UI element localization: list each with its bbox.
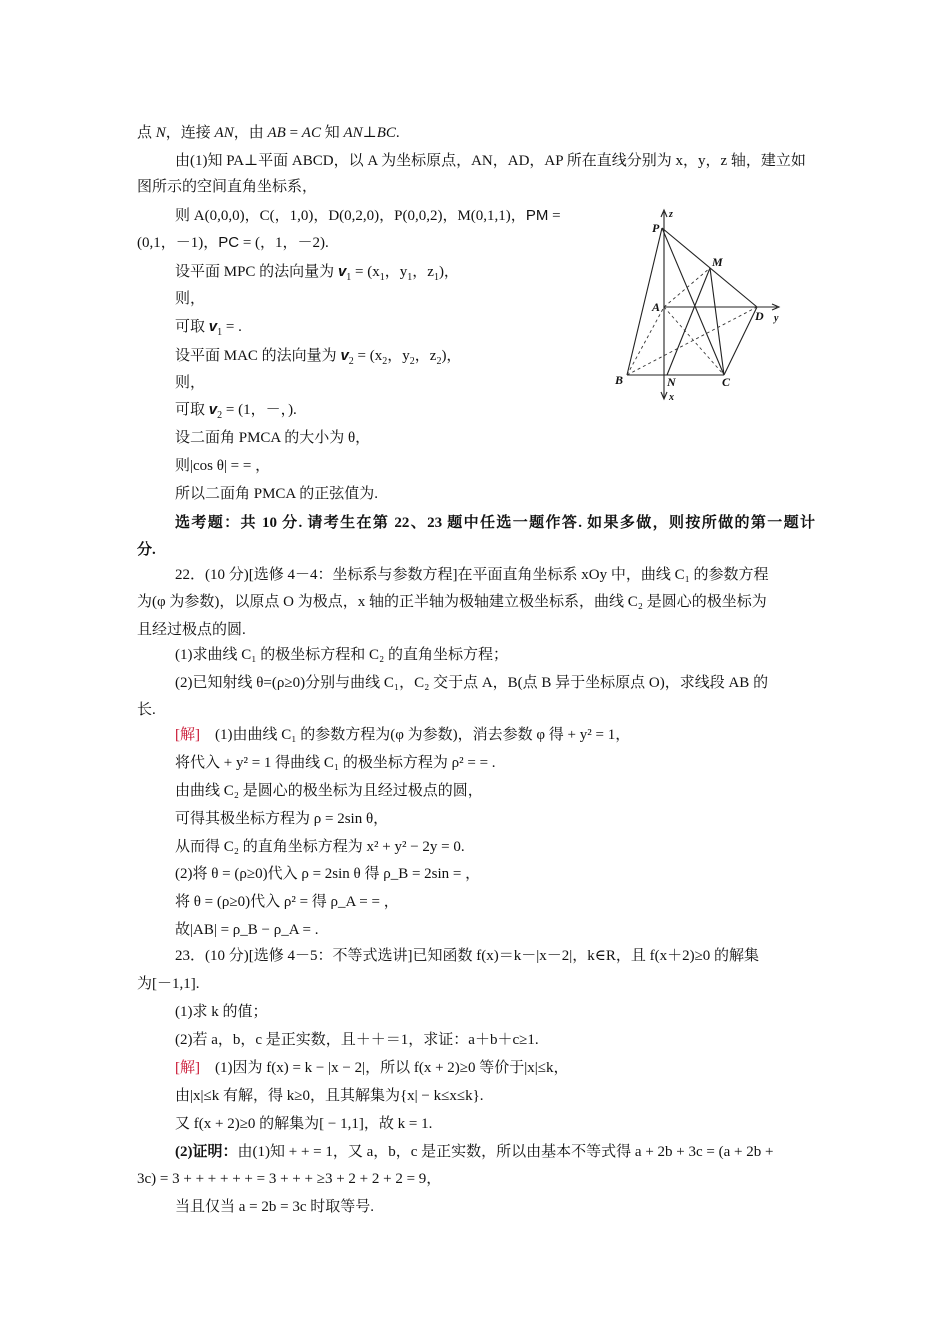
solution-23-line-3: 又 f(x + 2)≥0 的解集为[ − 1,1]，故 k = 1. [175,1116,433,1132]
edge-BD [627,307,757,375]
solution-label: [解] [175,1060,200,1076]
solution-22-line-1: [解] (1)由曲线 C₁ 的参数方程为(φ 为参数)，消去参数 φ 得 + y² = 1， [175,727,631,743]
text-line-3: 图所示的空间直角坐标系， [137,179,318,195]
solution-22-line-8: 故|AB| = ρ_B − ρ_A = . [175,922,319,938]
solution-22-line-2: 将代入 + y² = 1 得曲线 C₁ 的极坐标方程为 ρ² = = . [175,755,496,771]
text-line-14: 所以二面角 PMCA 的正弦值为. [175,486,378,502]
edge-AC [664,307,724,375]
problem-22-line-2: 为(φ 为参数)，以原点 O 为极点，x 轴的正半轴为极轴建立极坐标系，曲线 C₂ 是圆心的极坐标为 [137,594,767,610]
solution-22-line-5: 从而得 C₂ 的直角坐标方程为 x² + y² − 2y = 0. [175,839,465,855]
text-line-6: 设平面 MPC 的法向量为 $v_1 = (x_1$，$y_1$，$z_1$)， [175,263,459,283]
text-line-13: 则|cos θ| = = ， [175,458,271,474]
solution-label: [解] [175,727,200,743]
problem-23-line-2: 为[－1,1]. [137,976,200,992]
solution-23-line-5: 3c) = 3 + + + + + + = 3 + + + ≥3 + 2 + 2 + 2 = 9， [137,1171,442,1187]
problem-22-part-1: (1)求曲线 C₁ 的极坐标方程和 C₂ 的直角坐标方程； [175,647,508,663]
label-y: y [774,313,779,324]
edge-PD [662,228,757,307]
problem-22-part-2-cont: 长. [137,702,156,718]
label-N: N [667,375,676,389]
text-line-11: 可取 $v_2 = (1$，－，). [175,401,297,421]
text-line-9: 设平面 MAC 的法向量为 $v_2 = (x_2$，$y_2$，$z_2$)， [175,347,462,367]
solution-23-line-6: 当且仅当 a = 2b = 3c 时取等号. [175,1199,374,1215]
text-line-2: 由(1)知 PA⊥平面 ABCD，以 A 为坐标原点，AN，AD，AP 所在直线分别为 x，y，z 轴，建立如 [175,153,806,169]
solution-23-line-4: (2)证明：由(1)知 + + = 1，又 a，b，c 是正实数，所以由基本不等式得 a + 2b + 3c = (a + 2b + [175,1144,774,1160]
label-z: z [669,209,673,220]
label-D: D [755,309,764,323]
pyramid-figure [607,200,797,405]
problem-23-title: 23．(10 分)[选修 4－5：不等式选讲]已知函数 f(x)＝k－|x－2|，k∈R，且 f(x＋2)≥0 的解集 [175,948,760,964]
text-line-12: 设二面角 PMCA 的大小为 θ， [175,430,371,446]
text-line-8: 可取 $v_1$ = . [175,318,242,338]
text-line-10: 则， [175,375,206,391]
label-M: M [712,255,723,269]
solution-22-line-3: 由曲线 C₂ 是圆心的极坐标为且经过极点的圆， [175,783,483,799]
solution-22-line-6: (2)将 θ = (ρ≥0)代入 ρ = 2sin θ 得 ρ_B = 2sin = ， [175,866,481,882]
solution-23-line-2: 由|x|≤k 有解，得 k≥0，且其解集为{x| − k≤x≤k}. [175,1088,484,1104]
label-B: B [615,373,624,387]
edge-MN [667,268,710,375]
label-P: P [652,221,660,235]
solution-23-line-1: [解] (1)因为 f(x) = k − |x − 2|，所以 f(x + 2)≥0 等价于|x|≤k， [175,1060,569,1076]
problem-23-part-1: (1)求 k 的值； [175,1004,268,1020]
text-line-7: 则， [175,291,206,307]
edge-CD [724,307,757,375]
label-A: A [652,300,661,314]
label-x: x [669,392,674,403]
text-line-1: 点 N，连接 AN，由 AB = AC 知 AN⊥BC. [137,125,400,141]
section-heading-cont: 分. [137,542,156,558]
solution-22-line-4: 可得其极坐标方程为 ρ = 2sin θ， [175,811,389,827]
problem-23-part-2: (2)若 a，b，c 是正实数，且＋＋＝1，求证：a＋b＋c≥1. [175,1032,539,1048]
label-C: C [722,375,731,389]
solution-22-line-7: 将 θ = (ρ≥0)代入 ρ² = 得 ρ_A = = ， [175,894,399,910]
edge-AM [664,268,710,307]
problem-22-title: 22．(10 分)[选修 4－4：坐标系与参数方程]在平面直角坐标系 xOy 中，曲线 C₁ 的参数方程 [175,567,769,583]
problem-22-line-3: 且经过极点的圆. [137,622,246,638]
text-line-4: 则 A(0,0,0)，C(，1,0)，D(0,2,0)，P(0,0,2)，M(0,1,1)，PM = [175,207,561,224]
section-heading: 选考题：共 10 分. 请考生在第 22、23 题中任选一题作答. 如果多做，则按所做的第一题计 [175,515,815,531]
problem-22-part-2: (2)已知射线 θ=(ρ≥0)分别与曲线 C₁，C₂ 交于点 A，B(点 B 异于坐标原点 O)，求线段 AB 的 [175,675,769,691]
text-line-5: (0,1，－1)，PC = (，1，－2). [137,234,329,251]
edge-BA [627,307,664,375]
